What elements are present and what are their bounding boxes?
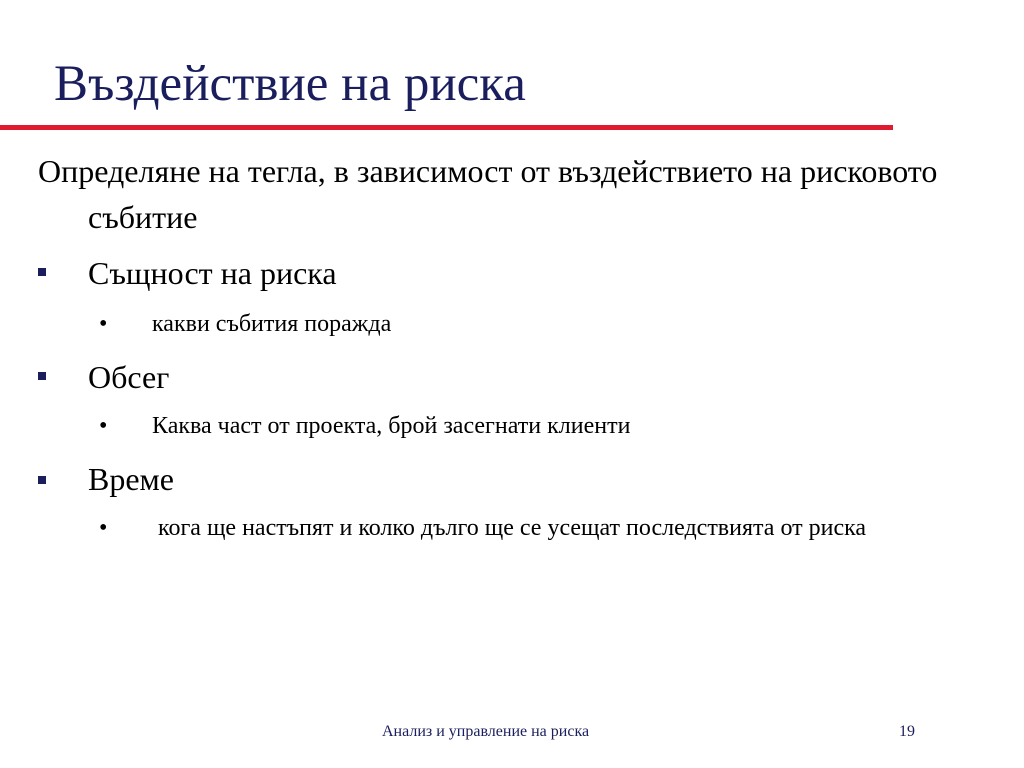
intro-text: Определяне на тегла, в зависимост от въздействието на рисковото събитие [38,153,938,235]
dot-bullet-icon: • [99,515,108,541]
section-sub-time: кога ще настъпят и колко дълго ще се усещат последствията от риска [152,515,867,541]
section-heading-essence: Същност на риска [88,255,337,291]
square-bullet-icon [38,476,46,484]
square-bullet-icon [38,268,46,276]
section-sub-scope: Каква част от проекта, брой засегнати клиенти [152,413,631,439]
slide-title: Въздействие на риска [54,56,526,112]
section-heading-scope: Обсег [88,359,170,395]
slide-number: 19 [899,723,915,740]
section-heading-time: Време [88,461,174,497]
square-bullet-icon [38,372,46,380]
dot-bullet-icon: • [99,413,108,439]
footer-title: Анализ и управление на риска [382,723,590,740]
title-underline [0,125,893,130]
section-sub-essence: какви събития поражда [152,311,392,337]
dot-bullet-icon: • [99,311,108,337]
